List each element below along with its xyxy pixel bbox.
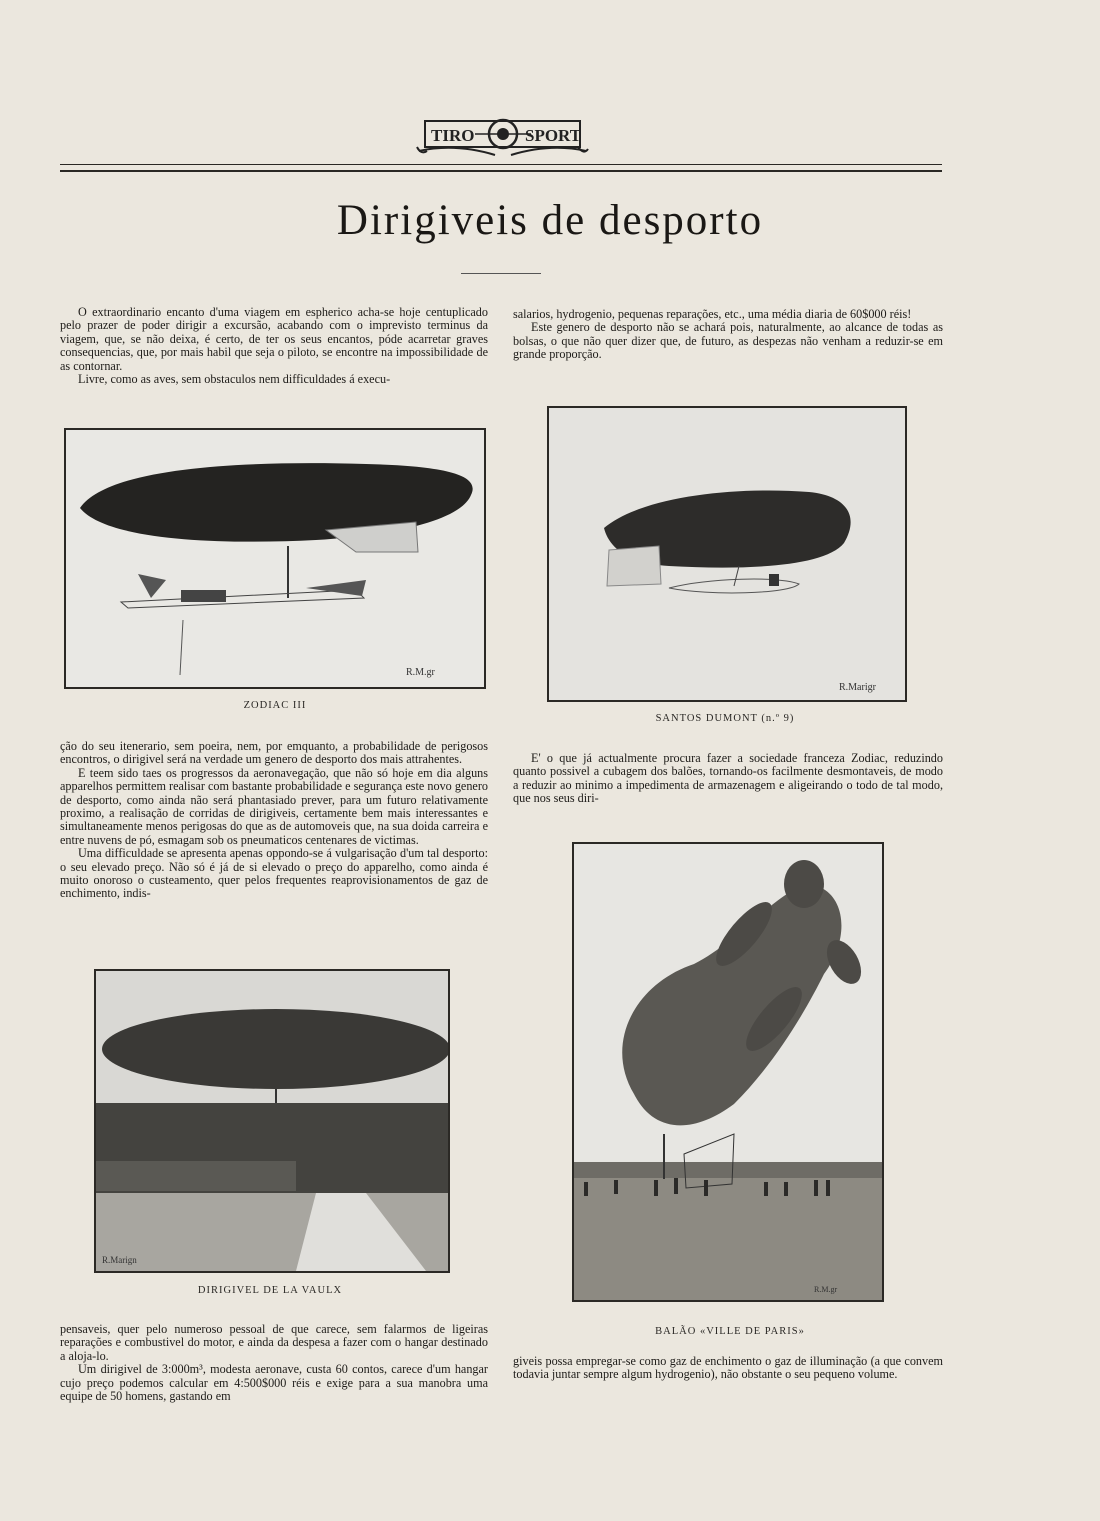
svg-text:TIRO: TIRO [431,126,475,145]
photo-signature: R.M.gr [406,667,435,678]
airship-santos-dumont-image [549,408,905,700]
photo-zodiac-iii [64,428,486,689]
paragraph: Uma difficuldade se apresenta apenas oppondo-se á vulgarisação d'um tal desporto: o seu elevado preço. Não só é já de si elevado o preço do apparelho, como ainda é muito onoroso o custeamento, quer pelos frequentes reaprovisionamentos de gaz de enchimento, indis- [60,846,488,901]
paragraph: Um dirigivel de 3:000m³, modesta aeronave, custa 60 contos, carece d'um hangar cujo preço podemos calcular em 4:500$000 réis e exige para a sua manobra uma equipe de 50 homens, gastando em [60,1362,488,1404]
paragraph: O extraordinario encanto d'uma viagem em espherico acha-se hoje centuplicado pelo prazer de poder dirigir a excursão, acabando com o imprevisto terminus da viagem, que, se não deixa, é certo, de ter os seus encantos, póde acarretar graves consequencias, que, por mais habil que seja o piloto, se encontre na impossibilidade de as contornar. [60,305,488,373]
caption-ville-de-paris: BALÃO «VILLE DE PARIS» [655,1326,805,1337]
paragraph: E' o que já actualmente procura fazer a sociedade franceza Zodiac, reduzindo quanto possivel a cubagem dos balões, tornando-os facilmente desmontaveis, de modo a reduzir ao minimo a impedimenta de armazenagem e aligeirando o todo de tal modo, que nos seus diri- [513,751,943,806]
header-rule-top [60,164,942,165]
paragraph: pensaveis, quer pelo numeroso pessoal de que carece, sem falarmos de ligeiras reparações e combustivel do motor, e ainda da despesa a fazer com o hangar destinado a aloja-lo. [60,1322,488,1363]
paragraph: salarios, hydrogenio, pequenas reparações, etc., uma média diaria de 60$000 réis! [513,307,912,321]
photo-ville-de-paris [572,842,884,1302]
photo-signature: R.M.gr [814,1285,838,1294]
photo-santos-dumont [547,406,907,702]
caption-dirigivel-de-la-vaulx: DIRIGIVEL DE LA VAULX [197,1285,343,1296]
airship-de-la-vaulx-image [96,971,448,1271]
title-divider [461,273,541,274]
balloon-ville-de-paris-image [574,844,882,1300]
article-title: Dirigiveis de desporto [336,197,764,244]
caption-santos-dumont: SANTOS DUMONT (n.º 9) [655,713,795,724]
paragraph: giveis possa empregar-se como gaz de enchimento o gaz de illuminação (a que convem todavia juntar sempre algum hydrogenio), não obstante o seu pequeno volume. [513,1354,943,1382]
tiro-sport-logo-icon [415,115,590,161]
paragraph: Este genero de desporto não se achará pois, naturalmente, ao alcance de todas as bolsas, o que não quer dizer que, de futuro, as despezas não venham a reduzir-se em grande proporção. [513,320,943,362]
caption-zodiac-iii: ZODIAC III [243,700,307,711]
photo-signature: R.Marigr [839,682,876,693]
paragraph: E teem sido taes os progressos da aeronavegação, que não só hoje em dia alguns apparelhos permittem realisar com bastante probabilidade e segurança este novo genero de desporto, como ainda não será phantasiado prever, para um futuro relativamente proximo, a realisação de corridas de dirigiveis, certamente bem mais interessantes e simultaneamente menos perigosas do que as de automoveis que, na sua doida carreira e entre nuvens de pó, esmagam sob os pneumaticos centenares de victimas. [60,765,488,847]
column-2-bottom-text [513,1355,943,1382]
svg-text:SPORT: SPORT [525,126,582,145]
column-1-top-text [60,306,488,386]
paragraph: Livre, como as aves, sem obstaculos nem difficuldades á execu- [78,372,391,387]
photo-dirigivel-de-la-vaulx [94,969,450,1273]
airship-zodiac-image [66,430,484,687]
column-2-top-text [513,308,943,362]
photo-signature: R.Marign [102,1255,137,1265]
header-rule-bottom [60,170,942,172]
column-1-bottom-text [60,1323,488,1403]
paragraph: ção do seu itenerario, sem poeira, nem, por emquanto, a probabilidade de perigosos encontros, o dirigivel será na verdade um genero de desporto dos mais attrahentes. [60,739,488,767]
column-2-middle-text [513,752,943,806]
column-1-middle-text [60,740,488,901]
masthead-logo [415,115,590,161]
